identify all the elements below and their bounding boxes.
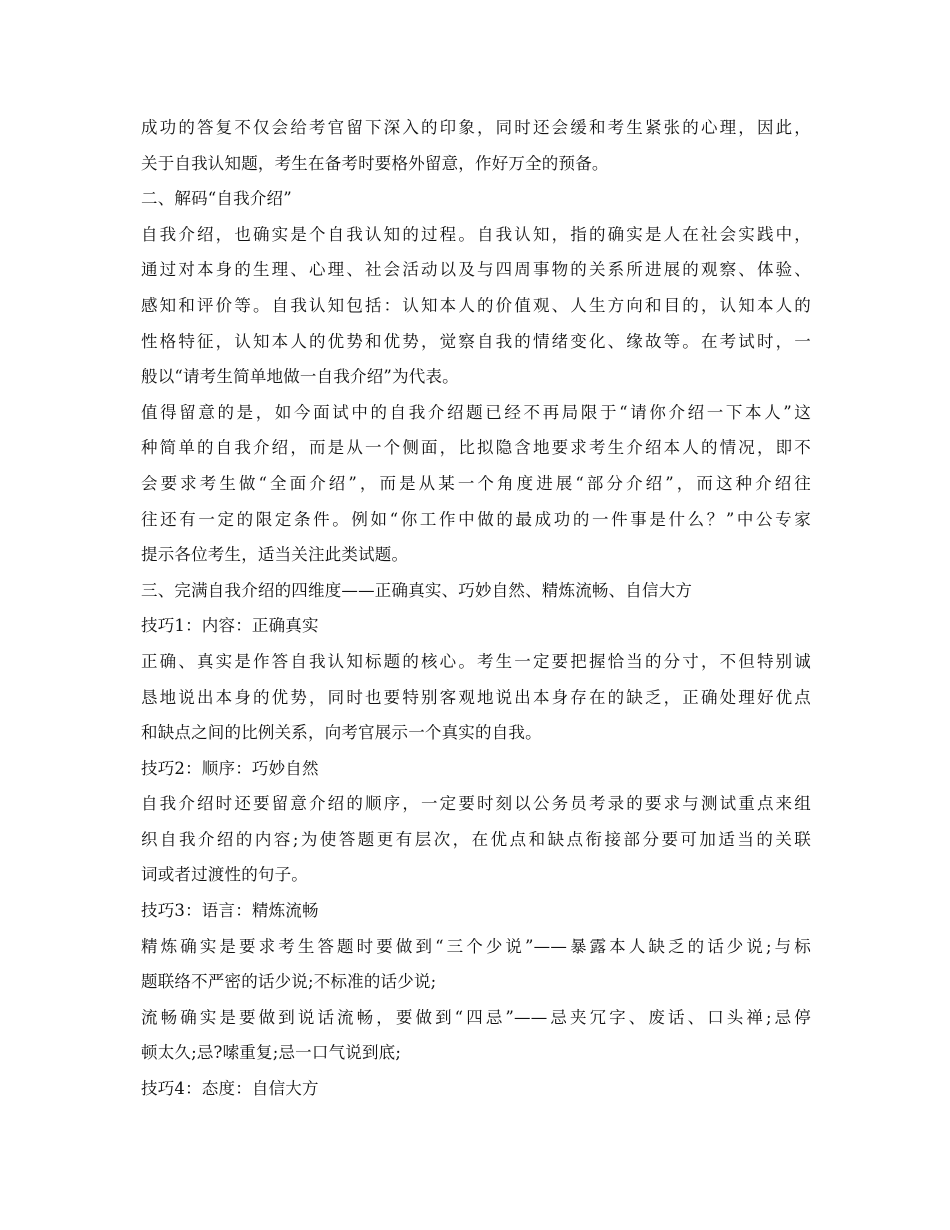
paragraph-line: 关于自我认知题，考生在备考时要格外留意，作好万全的预备。	[141, 153, 609, 173]
paragraph-line: 和缺点之间的比例关系，向考官展示一个真实的自我。	[141, 723, 542, 743]
subheading: 技巧1：内容：正确真实	[141, 616, 319, 636]
subheading: 技巧2：顺序：巧妙自然	[141, 758, 319, 778]
paragraph-line: 恳地说出本身的优势，同时也要特别客观地说出本身存在的缺乏，正确处理好优点	[141, 687, 811, 707]
paragraph-line: 提示各位考生，适当关注此类试题。	[141, 545, 409, 565]
section-heading: 二、解码“自我介绍”	[141, 189, 292, 209]
paragraph-line: 自我介绍时还要留意介绍的顺序，一定要时刻以公务员考录的要求与测试重点来组	[141, 794, 811, 814]
paragraph-line: 通过对本身的生理、心理、社会活动以及与四周事物的关系所进展的观察、体验、	[141, 260, 811, 280]
paragraph-line: 性格特征，认知本人的优势和优势，觉察自我的情绪变化、缘故等。在考试时，一	[141, 331, 811, 351]
paragraph-line: 正确、真实是作答自我认知标题的核心。考生一定要把握恰当的分寸，不但特别诚	[141, 651, 811, 671]
paragraph-line: 往还有一定的限定条件。例如“你工作中做的最成功的一件事是什么？”中公专家	[141, 509, 811, 529]
paragraph-line: 顿太久;忌?嗦重复;忌一口气说到底;	[141, 1043, 402, 1063]
document-body	[141, 110, 811, 1107]
paragraph-line: 值得留意的是，如今面试中的自我介绍题已经不再局限于“请你介绍一下本人”这	[141, 402, 811, 422]
paragraph-line: 流畅确实是要做到说话流畅，要做到“四忌”——忌夹冗字、废话、口头禅;忌停	[141, 1007, 811, 1027]
paragraph-line: 般以“请考生简单地做一自我介绍”为代表。	[141, 367, 459, 387]
subheading: 技巧3：语言：精炼流畅	[141, 901, 319, 921]
paragraph-line: 词或者过渡性的句子。	[141, 865, 308, 885]
paragraph-line: 题联络不严密的话少说;不标准的话少说;	[141, 972, 437, 992]
section-heading: 三、完满自我介绍的四维度——正确真实、巧妙自然、精炼流畅、自信大方	[141, 580, 693, 600]
paragraph-line: 会要求考生做“全面介绍”，而是从某一个角度进展“部分介绍”，而这种介绍往	[141, 473, 811, 493]
paragraph-line: 织自我介绍的内容;为使答题更有层次，在优点和缺点衔接部分要可加适当的关联	[141, 829, 811, 849]
subheading: 技巧4：态度：自信大方	[141, 1079, 319, 1099]
paragraph-line: 感知和评价等。自我认知包括：认知本人的价值观、人生方向和目的，认知本人的	[141, 295, 811, 315]
paragraph-line: 种简单的自我介绍，而是从一个侧面，比拟隐含地要求考生介绍本人的情况，即不	[141, 438, 811, 458]
paragraph-line: 精炼确实是要求考生答题时要做到“三个少说”——暴露本人缺乏的话少说;与标	[141, 936, 811, 956]
paragraph-line: 成功的答复不仅会给考官留下深入的印象，同时还会缓和考生紧张的心理，因此，	[141, 118, 811, 137]
paragraph-line: 自我介绍，也确实是个自我认知的过程。自我认知，指的确实是人在社会实践中，	[141, 224, 811, 244]
